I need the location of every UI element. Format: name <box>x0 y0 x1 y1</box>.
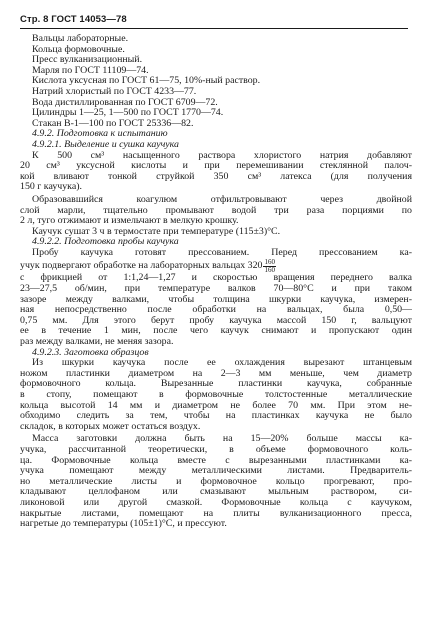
text-line: но металлические листы и формовочное кольцо прогревают, про- <box>20 476 412 487</box>
text-line: ножом пластинки диаметром на 2—3 мм меньше, чем диаметр <box>20 368 412 379</box>
list-item: Цилиндры 1—25, 1—500 по ГОСТ 1770—74. <box>32 108 224 119</box>
text-line: Из шкурки каучука после ее охлаждения вырезают штанцевым <box>32 358 412 369</box>
text-line: ная непосредственно после обработки на вальцах, была 0,50— <box>20 305 412 316</box>
list-item: Кольца формовочные. <box>32 44 125 55</box>
text-line: ликоновой или другой смазкой. Формовочные кольца с каучуком, <box>20 497 412 508</box>
text-line: формовочного кольца. Вырезанные пластинки каучука, собранные <box>20 379 412 390</box>
list-item: Натрий хлористый по ГОСТ 4233—77. <box>32 86 197 97</box>
text-line: 20 см³ уксусной кислоты и при перемешивании стеклянной палоч- <box>20 161 412 172</box>
list-item: Вода дистиллированная по ГОСТ 6709—72. <box>32 97 218 108</box>
text-line: 150 г каучука). <box>20 182 82 193</box>
text-line: ца. Формовочные кольца вместе с вырезанными пластинками ка- <box>20 455 412 466</box>
text-line: раз между валками, не меняя зазора. <box>20 337 174 348</box>
text-line: Каучук сушат 3 ч в термостате при температуре (115±3)°С. <box>32 226 281 237</box>
page-header: Стр. 8 ГОСТ 14053—78 <box>20 14 127 25</box>
fraction-numerator: 160 <box>264 258 275 266</box>
list-item: Стакан В-1—100 по ГОСТ 25336—82. <box>32 118 194 129</box>
text-line: накрытые листами, помещают на плиты вулканизационного пресса, <box>20 508 412 519</box>
text-line: кладывают целлофаном или смазывают мыльным раствором, си- <box>20 487 412 498</box>
text-line: в стопу, помещают в формовочные толстостенные металлические <box>20 390 412 400</box>
text-line: 2 л, туго отжимают и измельчают в мелкую крошку. <box>20 216 239 227</box>
rollers-fraction <box>263 259 276 274</box>
header-rule <box>20 28 408 29</box>
subsection-heading: 4.9.2.1. Выделение и сушка каучука <box>32 139 179 150</box>
text-line: с фрикцией от 1:1,24—1,27 и скоростью вращения переднего валка <box>20 273 412 284</box>
text-line: зазоре между валками, чтобы толщина шкурки каучука, измерен- <box>20 294 412 305</box>
text-line <box>20 258 412 273</box>
text-line: ее в течение 1 мин, после чего каучук снимают и пропускают один <box>20 326 412 337</box>
fraction-denominator: 160 <box>264 265 275 274</box>
text-line: К 500 см³ насыщенного раствора хлористого натрия добавляют <box>32 150 412 161</box>
subsection-heading: 4.9.2.3. Заготовка образцов <box>32 347 149 358</box>
text-line: 23—27,5 об/мин, при температуре валков 70—80°С и при таком <box>20 284 412 295</box>
subsection-heading: 4.9.2.2. Подготовка пробы каучука <box>32 237 179 248</box>
document-body <box>20 34 412 530</box>
list-item: Вальцы лабораторные. <box>32 34 129 44</box>
text-line: слой марли, тщательно промывают водой три раза порциями по <box>20 205 412 216</box>
list-item: Кислота уксусная по ГОСТ 61—75, 10%-ный раствор. <box>32 76 261 87</box>
text-line: кой вливают тонкой струйкой 350 см³ латекса (для получения <box>20 171 412 182</box>
text-line: учука, рассчитанной теоретически, в объеме формовочного коль- <box>20 444 412 455</box>
section-heading: 4.9.2. Подготовка к испытанию <box>32 129 168 140</box>
text-line: учука помещают между металлическими листами. Предваритель- <box>20 466 412 477</box>
text-line: обходимо следить за тем, чтобы на пластинках каучука не было <box>20 411 412 422</box>
text-line: нагретые до температуры (105±1)°С, и прессуют. <box>20 519 227 530</box>
text-line-part: учук подвергают обработке на лабораторных вальцах 320 <box>20 260 263 272</box>
list-item: Пресс вулканизационный. <box>32 55 143 66</box>
text-line: Пробу каучука готовят прессованием. Перед прессованием ка- <box>32 247 412 258</box>
text-line: Образовавшийся коагулюм отфильтровывают через двойной <box>32 194 412 205</box>
text-line: кольца высотой 14 мм и диаметром не более 70 мм. При этом не- <box>20 400 412 411</box>
text-line: Масса заготовки должна быть на 15—20% больше массы ка- <box>32 434 412 445</box>
list-item: Марля по ГОСТ 11109—74. <box>32 65 149 76</box>
text-line: складок, в которых может остаться воздух. <box>20 421 201 432</box>
text-line: 0,75 мм. Для этого берут пробу каучука массой 150 г, вальцуют <box>20 315 412 326</box>
